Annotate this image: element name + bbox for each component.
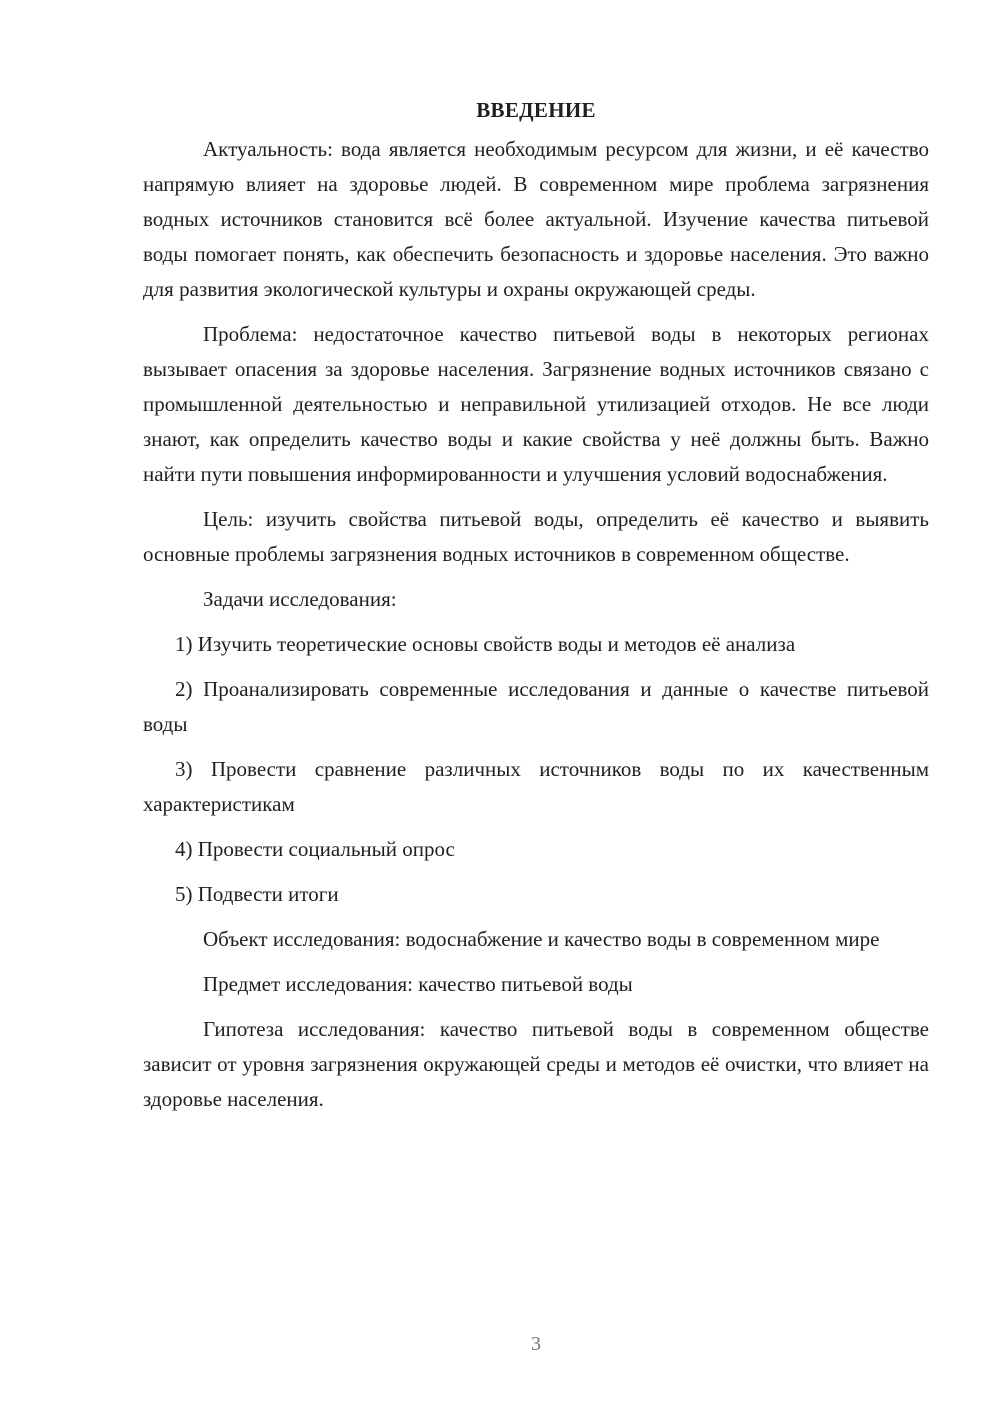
tasks-heading: Задачи исследования:: [203, 587, 397, 611]
subject-paragraph: Предмет исследования: качество питьевой воды: [203, 972, 633, 996]
problem-paragraph: Проблема: недостаточное качество питьевой воды в некоторых регионах вызывает опасения за здоровье населения. Загрязнение водных источников связано с промышленной деятельностью и неправильной утилизацией отходов. Не все люди знают, как определить качество воды и какие свойства у неё должны быть. Важно найти пути повышения информированности и улучшения условий водоснабжения.: [143, 322, 929, 486]
goal-paragraph: Цель: изучить свойства питьевой воды, определить её качество и выявить основные проблемы загрязнения водных источников в современном обществе.: [143, 507, 929, 566]
task-item: 3) Провести сравнение различных источников воды по их качественным характеристикам: [143, 757, 929, 816]
task-item: 5) Подвести итоги: [175, 882, 339, 906]
object-paragraph: Объект исследования: водоснабжение и качество воды в современном мире: [203, 927, 880, 951]
page-number: 3: [531, 1333, 541, 1355]
task-item: 4) Провести социальный опрос: [175, 837, 455, 861]
page-content: [143, 93, 929, 1127]
section-title: ВВЕДЕНИЕ: [476, 98, 596, 122]
relevance-paragraph: Актуальность: вода является необходимым ресурсом для жизни, и её качество напрямую влияет на здоровье людей. В современном мире проблема загрязнения водных источников становится всё более актуальной. Изучение качества питьевой воды помогает понять, как обеспечить безопасность и здоровье населения. Это важно для развития экологической культуры и охраны окружающей среды.: [143, 137, 929, 301]
task-item: 1) Изучить теоретические основы свойств воды и методов её анализа: [175, 632, 796, 656]
task-item: 2) Проанализировать современные исследования и данные о качестве питьевой воды: [143, 677, 929, 736]
hypothesis-paragraph: Гипотеза исследования: качество питьевой воды в современном обществе зависит от уровня загрязнения окружающей среды и методов её очистки, что влияет на здоровье населения.: [143, 1017, 929, 1111]
